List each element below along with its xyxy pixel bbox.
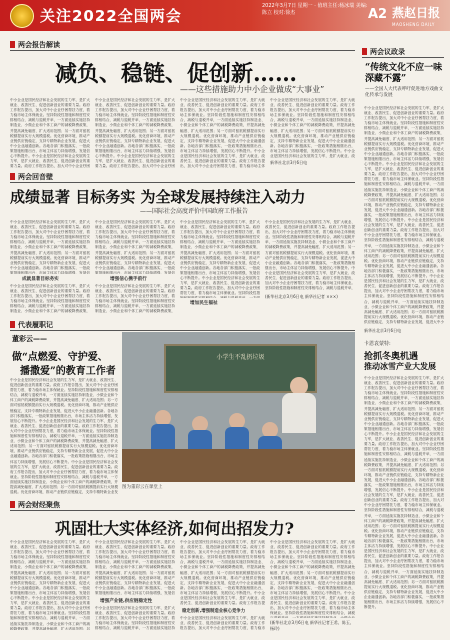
body-column: 中小企业是国民经济和社会发展的生力军，是扩大就业、改善民生、促进创新创业的重要力量。政府工作报告提出，加大对中小企业纾困帮扶力度，着力稳市场主体保就业。坚持阶段性措施和制度性安排相结合，减税与退税并举，一方面延续实施扶持制造业、小微企业和个体工商户的减税降费政策，并提高减免幅度、扩大适用范围；另一方面对留抵税额提前实行大规模退税。优化营商环境，推动产业链供应链稳定，支持专精特新企业发展，促进大中小企业融通创新。各地各部门积极落实，一批政策措施相继出台，市场主体活力持续增强，发展信心不断提升。中小企业是国民经济和社会发展的生力军，是扩大就业、改善民生、促进创新创业的重要力量。政府工作报告提出，加大对中小企业纾困帮扶力度，着力稳市场主体保就业。坚持阶段性措施和制度性安排相结合，减税 xyxy=(270,540,355,616)
winter-source: 卡恩袁蒙特: xyxy=(364,341,391,347)
economy-headline: 巩固壮大实体经济,如何出招发力? xyxy=(55,519,294,538)
body-column: 中小企业是国民经济和社会发展的生力军，是扩大就业、改善民生、促进创新创业的重要力量。政府工作报告提出，加大对中小企业纾困帮扶力度，着力稳市场主体保就业。坚持阶段性措施和制度性安排相结合，减税与退税并举，一方面延续实施扶持制造业、小微企业和个体工商户的减税降费政策，并提高减免幅度、扩大适用范围；另一方面对留抵税额提前实行大规模退税。优化营商环境，推动产业链供应链稳定，支持专精特新企业发展，促进大中小企业融通创新。各地各部门积极落实，一批政策措施相继出台，市场主体活力持续增强，发展信心不断提升。中小企业是国民经济和社会发展的生力军，是扩大就业、改善民生、促进创新创业的重要力量。政府工作报告提出，加大对中小企业纾困帮扶力度，着力稳市场主体保就业。坚持阶段性措施和制度性安排相结合，减税与退税并举，一方面延续实施扶持制造业、小微企业和个体工商户的减税降费政策，并提高减免幅度、扩大适用范围；另一方面对留抵税额提前实行大规模退税。优化营商环境，推动产业链供应链稳定，支持专精特新企业发展，促进大中小企业融通创新。各地各部门积极落实，一批政策措施相继出台，市场主体活力持续增强，发展信心不断提升。中小企业是国民经济和社会发展的生力军，是扩大就业、改善民生、促进创新创业的重要力量。政府工作报告提出，加大对中小企业纾困帮扶力度，着力稳市场主体保就业。坚持阶段性措施和制度性安排相结合，减税与退税并举，一方面延续实施扶持制造业、小微企业和个体工商户的减税降费政策，并提高减免幅度、扩大适用范围；另一方面对留抵税额提前实行大规模退税。优化营商环境，推动产业链供应链稳定，支持专精特新企业发 xyxy=(10,378,118,494)
rep-name: 董彩云—— xyxy=(12,334,47,343)
dateline: 2022年3月7日 星期一 · 值班主任:杨冰瑞 美编:陈立 校对:徐杰 xyxy=(262,3,368,16)
body-column: 中小企业是国民经济和社会发展的生力军，是扩大就业、改善民生、促进创新创业的重要力量。政府工作报告提出，加大对中小企业纾困帮扶力度，着力稳市场主体保就业。坚持阶段性措施和制度性安排相结合，减税与退税并举，一方面延续实施扶持制造业、小微企业和个体工商户的减税降费政策，并提高减免幅度、扩大适用范围；另一方面对留抵税额提前实行大规模退税。优化营商环境，推动产业链供应链稳定，支持专精特新企业发展，促进大中小企业融通创新。各地各部门积极落实，一批政策措施相继出台，市场主体活力持续增强，发展信心不断提升。中小企业是国民经济和社会发展的生力军，是扩大就业、改善民生、促进创新创业的重要力量。政府工作报告提出，加大对中小企业纾困 xyxy=(95,98,175,168)
student-figure xyxy=(155,410,171,426)
body-column: 中小企业是国民经济和社会发展的生力军，是扩大就业、改善民生、促进创新创业的重要力量。政府工作报告提出，加大对中小企业纾困帮扶力度，着力稳市场主体保就业。坚持阶段性措施和制度性安排相结合，减税与退税并举，一方面延续实施扶持制造业、小微企业和个体工商户的减税降费政策，并提高减免幅度、扩大适用范围；另一方面对留抵税额提前实行大规模退税。优化营商环境，推动产业链供应链稳定，支持专精特新企业发展，促进大中小企业融通创新。各地各部门积极落实，一批政策措施相继出台，市场主体活力持续增强，发展信心不断提升。中小企业是国民经济和社会发展的生力军，是扩大就业、改善民生、促进创新创业的重要力量。政府工作报告提出，加大对中小企业纾困帮扶力度，着力稳市场主体保就业。坚持阶段性措施和制度性安排相结合，减税与退税并举，一方面延续实施扶持制造业、小微企业和个体工商户的减税降费政策，并提高减免幅度、扩大适用范围；另 xyxy=(10,540,90,630)
body-column: 中小企业是国民经济和社会发展的生力军，是扩大就业、改善民生、促进创新创业的重要力量。政府工作报告提出，加大对中小企业纾困帮扶力度，着力稳市场主体保就业。坚持阶段性措施和制度性安排相结合，减税与退税并举，一方面延续实施扶持制造业、小微企业和个体工商户的减税降费政策，并提高减免幅度、扩大适用范围；另一方面对留抵税额提前实行大规模退税。优化营商环境，推动产业链供应链稳定，支持专精特新企业发展，促进大中小企业融通创新。各地各部门积极落实，一批政策措施相继出台，市场主体活力持续增强，发展信 xyxy=(95,540,175,595)
section-label-economy: 两会财经聚焦 xyxy=(10,500,60,510)
main-subheadline: ——这些措施助力中小企业做成“大事业” xyxy=(180,85,325,94)
blackboard-text: 小学生不乱扔垃圾 xyxy=(216,354,265,361)
classroom-photo xyxy=(122,332,355,482)
subhead: 增强信心携手前行 xyxy=(110,277,147,282)
divider xyxy=(10,330,355,331)
subhead: 增加民生福祉 xyxy=(190,301,218,306)
section-label-report: 两会报告解读 xyxy=(10,40,60,50)
body-column: 中小企业是国民经济和社会发展的生力军，是扩大就业、改善民生、促进创新创业的重要力量。政府工作报告提出，加大对中小企业纾困帮扶力度，着力稳市场主体保就业。坚持阶段性措施和制度性安排相结合，减税与退税并举，一方面延续实施扶持 xyxy=(95,606,175,630)
masthead-english: MAOSHENG DAILY xyxy=(392,22,435,27)
photo-caption: 图为董彩云在课堂上 xyxy=(122,485,163,490)
body-column: 中小企业是国民经济和社会发展的生力军，是扩大就业、改善民生、促进创新创业的重要力量。政府工作报告提出，加大对中小企业纾困帮扶力度，着力稳市场主体保就业。坚持阶段性措施和制度性安排相结合，减税与退税并举，一方面延续实施扶持制造业、小微企业和个体工商户的减税降费政策，并提高减免幅度、扩大适用范围；另一方面对留抵税额提前实行大规模退税。优化营商环境，推动产业链供应链稳定，支持专精特新企业发展，促进大中小企业融通创新。各地各部门积极落实，一批政策措施相继出台，市场主体活力持续增强，发展信心不断提升。中小企业是国民经济和社会发展的生力军，是扩大就业、改善民生、促进创新创业的重要力量。政府工作报告提出，加大对中小企业纾困帮扶力度，着力稳市场主体保就业。坚持阶段性措施和制度性安排相结合，减税与退税并举，一方面延续实施扶持制造业、小微企业和个体工商户的减税降费政策，并提高减免幅度、扩大适用范围；另一方面对留抵税额提前实行大规模退税。优化营商环境，推动产业链供应链稳定，支持专精特新企业发展，促进大中小企业融通创新。各地各部门积极落实，一批政策措施相继出台，市场主体活力持续增强，发展信心不断提升。中小企业是国民经济和社会发展的生力军，是扩大就业、改善民生、促进创新创业的重要力量。政府工作报告提出，加大对中小企业纾困帮扶力度，着力稳市场主体保就业。坚持阶段性措施和制度性安排相结合，减税与退税并举，一方面延续实施扶持制造业、小微企业和个体工商户的减税降费政策，并提高减免幅度、扩大适用范围；另一方面对留抵税额提前实行大规模退税。优化营商环境，推动产业链供应链稳定，支持专精特新企业发展，促进大中小企业融通创新。各地各部门积极落实，一批政策措施相继出台，市场主体活力持续增强，发展信心不断提升。中小企业是国民经济和社会发展的生力军，是扩大就业、改善民生、促进创新创业的重要力量。政府工作报告提出，加大对中小企业纾困帮扶力度，着力稳市场主体保就业。坚持阶段性措施和制度性安排相结合，减税与退税并举，一方面延续实施扶持制造业、小微企业和个体工商户的减税降费政策，并提高减免幅度、扩大适用范围；另一方面对留抵税额提前实行大规模退税。优化营商环境，推动产业链供应链稳定，支持专精特新企业发展，促进大中小 xyxy=(364,106,444,324)
subhead: 成就显著目标务实 xyxy=(22,277,59,282)
national-emblem-icon xyxy=(10,4,34,28)
body-column: 中小企业是国民经济和社会发展的生力军，是扩大就业、改善民生、促进创新创业的重要力量。政府工作报告提出，加大对中小企业纾困帮扶力度，着力稳市场主体保就业。坚持阶段性措施和制度性安排相结合，减税与退税并举，一方面延续实施扶持制造业、小微企业和个体工商户的减税降费政策，并提高减免幅度、扩大适用范围；另一方面对留抵税额提前实行大规模退税。优化营商环境，推动产业链供应链稳定，支持专精特新企业发展，促进大中小企业融通创新。各地各部门积极落实，一批政策措施相继出台，市场主体活力持续增强，发展信心不断提升。中小企业是国民经济和社会发展的生力军，是扩大就业、改善民生、促进创新创业的重要力量。政府工作报告提出，加大对中小企业纾困 xyxy=(10,98,90,168)
body-column: 中小企业是国民经济和社会发展的生力军，是扩大就业、改善民生、促进创新创业的重要力量。政府工作报告提出，加大对中小企业纾困帮扶力度，着力稳市场主体保就业。坚持阶段性措施和制度性安排相结合，减税与退税并举，一方面延续实施扶持制造业、小微企业和个体工商户的减税降费政策， xyxy=(95,284,175,314)
page-number: A2 xyxy=(368,7,388,22)
body-column: 中小企业是国民经济和社会发展的生力军，是扩大就业、改善民生、促进创新创业的重要力量。政府工作报告提出，加大对中小企业纾困帮扶力度，着力稳市场主体保就业。坚持阶段性措施和制度性安排相结合，减税与退税并举，一方面延续实施扶持制造业、小微企业和个体工商户的减税降费政策，并提高减免幅度、扩大适用范围；另一方面对留抵税额提前实行大规模退税。优化营商环境，推动产业链供应链稳定，支持专精特新企业发展，促进大中小企业融通创新。各地各部门积极落实，一批政策措施相继出台，市场主体活力持续增强，发展信心不断提升。中小企业是国民经济和社会发展的生力军，是扩大就业、改善民生、促进创新创业的重要力量。政府工作报告提出，加大对中小企业纾困帮扶力度，着力稳市场主体 xyxy=(180,98,265,168)
divider xyxy=(362,57,444,58)
desk xyxy=(122,449,355,482)
subhead: 稳定创新,增强制造业核心竞争力 xyxy=(182,609,246,614)
echo-headline: 成绩显著 目标务实 为全球发展持续注入动力 xyxy=(10,188,306,206)
page-banner xyxy=(0,0,450,31)
body-column: 中小企业是国民经济和社会发展的生力军，是扩大就业、改善民生、促进创新创业的重要力量。政府工作报告提出，加大对中小企业纾困帮扶力度，着力稳市场主体保就业。坚持阶段性措施和制度性安排相结合，减税与退税并举，一方面延续实施扶持制造业、小微企业和个体工商户的减税降费政策， xyxy=(10,284,90,314)
echo-subheadline: ——国际社会高度评价中国政府工作报告 xyxy=(140,208,249,215)
main-headline: 减负、稳链、促创新…… xyxy=(55,61,298,87)
subhead: 增强产业链,供应链稳定性 xyxy=(100,599,153,604)
student-figure xyxy=(229,413,245,429)
body-column: 中小企业是国民经济和社会发展的生力军，是扩大就业、改善民生、促进创新创业的重要力量。政府工作报告提出，加大对中小企业纾困帮扶力度，着力稳市场主体保就业。坚持阶段性措施和制度性安排相结合，减税与退税并举，一方面延续实施扶持制造业、小微企业和个体工商户的减税降费政策，并提高减免幅度、扩大适用范围；另一方面对留抵税额提前实行大规模退税。优化营商环境，推动产业链供应链稳定，支持专精特新企业发展，促进大中小企业融通创新。各地各部门积极落实，一批政策措施相继出台，市场主体活力持续增强，发展信心不断提升。中小企业是国民经济和社会发展的生力军，是扩大就业、改善民生、促进创新创业的重要力量。政府工作报告提 xyxy=(180,540,265,606)
banner-title: 关注2022全国两会 xyxy=(40,7,182,25)
byline: (新华社北京3月6日电 新华社记者王希、陈玉、杨玲) xyxy=(270,620,354,631)
rep-headline-1: 做“点燃爱、守护爱、 xyxy=(12,352,108,363)
section-label-rep: 代表履职记 xyxy=(10,320,53,330)
body-column: 中小企业是国民经济和社会发展的生力军，是扩大就业、改善民生、促进创新创业的重要力量。政府工作报告提出，加大对中小企业纾困帮扶力度，着力稳市 xyxy=(180,616,265,630)
body-column: 中小企业是国民经济和社会发展的生力军，是扩大就业、改善民生、促进创新创业的重要力量。政府工作报告提出，加大对中小企业纾困帮扶力度，着力稳市场主体保就业。坚持阶段性措施和制度性安排相结合，减税与退税并举，一方面延续实施扶持制造业、小微企业和个体工商户的减税降费政策，并提高减免幅度、扩大适用范围；另一方面对留抵税额提前实行大规模退税。优化营商环境，推动产业链供应链稳定，支持专精特新企业发展，促进大中小企业融通创新。各地各部门积极落实，一批政策措施相继出台，市场主体活力持续增强，发展信 xyxy=(95,220,175,274)
body-column: 中小企业是国民经济和社会发展的生力军，是扩大就业、改善民生、促进创新创业的重要力量。政府工作报告提出，加大对中小企业纾困帮扶力度，着力稳市场主体保就业。坚持阶段性措施和制度性安排相结合，减税与退税并举，一方面延续实施扶持制造业、小微企业和个体工商户的减税降费政策，并提高减免幅度、扩大适用范围；另一方面对留抵税额提前实行大规模退税。优化营商环境，推动产业链供应链稳定，支持专精特新企业发展，促进大中小企业融通创新。各地各部门积极落实，一批政策措施相继出台，市场主体活力持续增强，发展信心不断提升。中小企业是国民经济和社会发展的生力军，是扩大就业、改善民生、促进创新创业的重要力量。政府工作报告提出，加大对中小企业纾困帮扶力度，着力稳市场主体保就业。坚持阶段性措施和制度性安排相结合，减税与退税并举，一方面延续实施扶持制造业、小微企业和个体工商户的减税降费政策，并提高减免幅度、扩大适用范围；另一方面对留抵税额提前实行大规模退税。优化营商环境，推动产业链供应链稳定，支持专精特新企业发展，促进大中小企业融通创新。各地各部门积极落实，一批政策措施相继出台，市场主体活力持续增强，发展信心不断提升。中小企业是国民经济和社会发展的生力军，是扩大就业、改善民生、促进创新创业的重要力量。政府工作报告提出，加大对中小企业纾困帮扶力度，着力稳市场主体保就业。坚持阶段性措施和制度性安排相结合，减税与退税并举，一方面延续实施扶持制造业、小微企业和个体工商户的减税降费政策，并提高减免幅度、扩大适用范围；另一方面对留抵税额提前实行大规模退税。优化营商环境，推动产业链供应链稳定，支持专精特新企业发展，促进大中小企业融通创新。各地各部门积极落实，一批政策措施相继出台，市场主体活力持续增强，发展信心不断提升。中小企业是国民经济和社会发展的生力军，是扩大就业、改善民生、促进创新创业的重要力量。政府工作报告提出，加大对中小企业纾困帮扶力度，着力稳市场主体保就业。坚持阶段性措施和制度性安排相结合，减税与退税并举，一方面延续实施扶持制造业、小微企业和个体工商户的减税降费政策，并提高减免幅度、扩大适用范围；另一方面对留抵税额提前实行大规模退税。优化营商环境，推动产业链供应链稳定，支持专精特新企业发展，促进大中小企业融通创新。各地各部门积极落实，一批政策措施相继出台，市场主体活力持续增强，发展信心不断提升。 xyxy=(364,376,444,610)
winter-headline-2: 推动冰雪产业大发展 xyxy=(364,361,436,371)
body-column: 中小企业是国民经济和社会发展的生力军，是扩大就业、改善民生、促进创新创业的重要力量。政府工作报告提出，加大对中小企业纾困帮扶力度，着力稳市场主体保就业。坚持阶段性措施和制度性安排相结合，减税与退税并举，一方面延续实施扶持制造业、小微企业和个体工商户的减税降费政策，并提高减免幅度、扩大适用范围；另一方面对留抵税额提前实行大规模退税。优化营商环境，推动产业链供应链稳定，支持专精特新企业发展，促进大中小企业融通创新。各地各部门积极落实，一批政策措施相继出台，市场主体活力持续增强，发展信 xyxy=(10,220,90,274)
student-figure xyxy=(262,422,278,438)
body-column: 中小企业是国民经济和社会发展的生力军，是扩大就业、改善民生、促进创新创业的重要力量。政府工作报告提出，加大对中小企业纾困帮扶力度，着力稳市场主体保就业。坚持阶段性措施和制度性安排相结合，减税与退税并举，一方面延续实施扶持制造业、小微企业和个体工商户的减税降费政策，并提高减免幅度、扩大适用范围；另一方面对留抵税额提前实行大规模退税。优化营商环境，推动产业链供应链稳定，支持专精特新企业发展，促进大中小企业融通创新。各地各部门积极落实，一批政策措施相继出台，市场主体活力持续增强，发展信心不断提升。中小企业是国民经济和社会发展的生力军，是扩大就业、改 xyxy=(270,98,355,158)
suggestion-headline: “传统文化不应一味深藏不露” xyxy=(365,63,443,84)
student-figure xyxy=(192,416,208,432)
section-label-suggestion: 两会议政录 xyxy=(362,47,405,57)
rep-headline-2: 播撒爱”的教育工作者 xyxy=(20,366,116,377)
suggestion-subheadline: ——全国人大代表呼吁促进地方戏曲文化传承与发展 xyxy=(365,87,444,98)
divider xyxy=(10,50,355,51)
divider xyxy=(10,182,355,183)
body-column: 中小企业是国民经济和社会发展的生力军，是扩大就业、改善民生、促进创新创业的重要力量。政府工作报告提出，加大对中小企业纾困帮扶力度，着力稳市场主体保就业。坚持阶段性措施和制度性安排相结合，减税与退税并举，一方面延续实施扶持制造业、小微企业和个体工商户的减税降费政策，并提高减免幅度、扩大适用范围；另一方面对留抵税额提前实行大规模退税。优化营商环境，推动产业链供应链稳定，支持专精特新企业发展，促进大中小企业融通创新。各地各部门积极落实，一批政策措施相继出台，市场主体活力持续增强，发展信心不断提升。中小企业是国民经济和社会发展的生力军，是扩大就业、改善民生、促进创新创业的重要力量。政府工作报告提出，加大对中小企业纾困帮扶力度，着力稳市场主体保就业。坚持阶段性措 xyxy=(180,220,260,296)
byline: 新华社北京3月6日电 xyxy=(270,160,308,165)
teacher-figure xyxy=(290,377,308,395)
divider xyxy=(10,510,355,511)
winter-headline-1: 抢抓冬奥机遇 xyxy=(364,352,419,362)
body-column: 中小企业是国民经济和社会发展的生力军，是扩大就业、改善民生、促进创新创业的重要力量。政府工作报告提出，加大对中小企业纾困帮扶力度，着力稳市场主体保就业。坚持阶段性措施和制度性安排相结合，减税与退税并举，一方面延续实施扶持制造业、小微企业和个体工商户的减税降费政策，并提高减免幅度、扩大适用范围；另一方面对留抵税额提前实行大规模退税。优化营商环境，推动产业链供应链稳定，支持专精特新企业发展，促进大中小企业融通创新。各地各部门积极落实，一批政策措施相继出台，市场主体活力持续增强，发展信心不断提升。中小企业是国民经济和社会发展的生力军，是扩大就业、改善民生、促进创新创业的重要力量。政府工作报告提出，加大对中小企业纾困帮扶力度，着力稳市场主体保就业。坚持阶段性措施和制度性安排相结合，减税与退税并举， xyxy=(265,220,355,290)
masthead-logo: 燕赵日报 xyxy=(392,6,441,20)
byline: (新华社北京3月6日电 新华社记者 ×××) xyxy=(265,294,338,299)
byline: 新华社北京3月6日电 xyxy=(364,328,402,333)
section-label-echo: 两会回音壁 xyxy=(10,172,53,182)
